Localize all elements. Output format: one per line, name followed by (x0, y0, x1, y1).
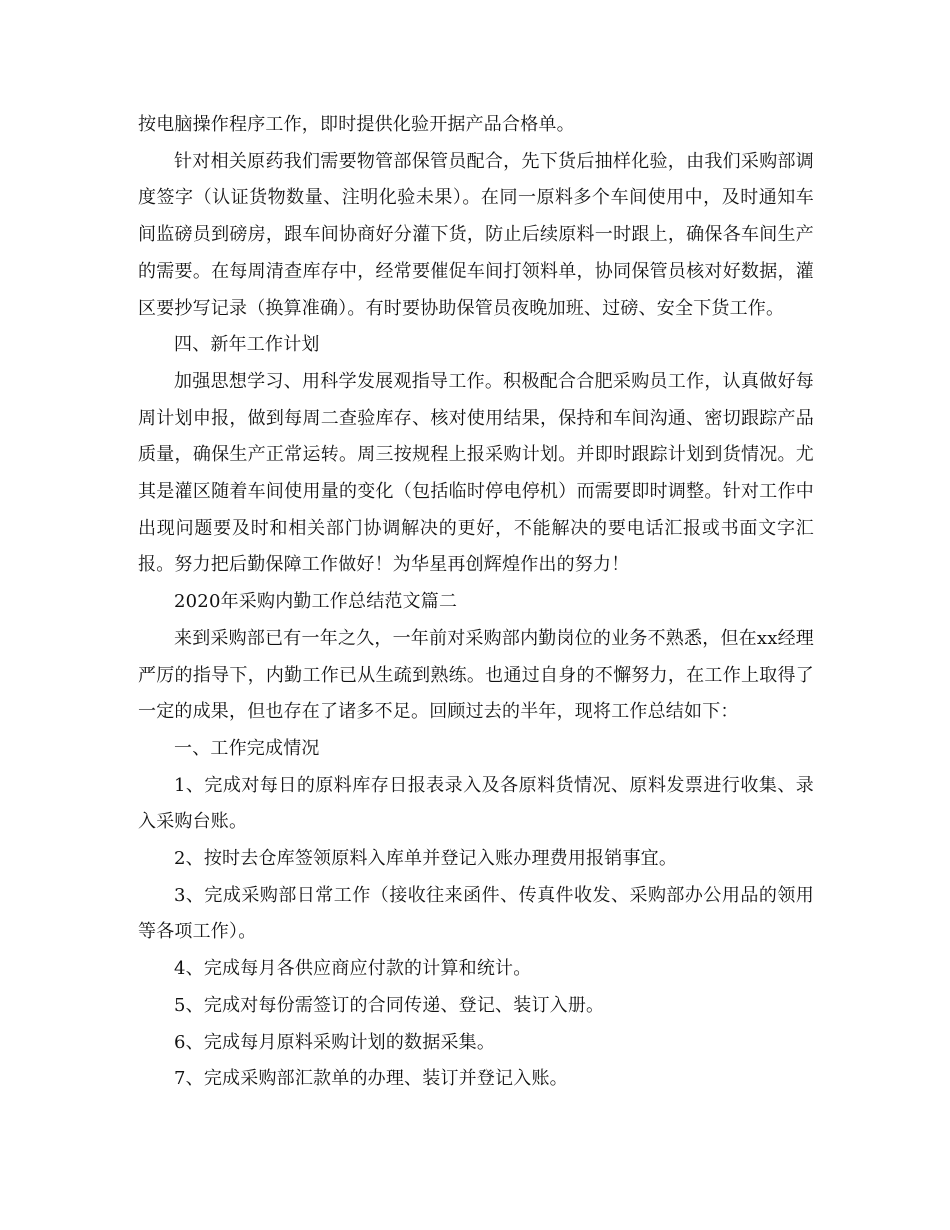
list-item: 5、完成对每份需签订的合同传递、登记、装订入册。 (174, 994, 605, 1016)
list-item: 1、完成对每日的原料库存日报表录入及各原料货情况、原料发票进行收集、录入采购台账。 (138, 774, 814, 833)
article-title: 2020年采购内勤工作总结范文篇二 (174, 591, 458, 613)
list-item: 2、按时去仓库签领原料入库单并登记入账办理费用报销事宜。 (174, 848, 678, 870)
paragraph: 来到采购部已有一年之久，一年前对采购部内勤岗位的业务不熟悉，但在xx经理严厉的指导下，内勤工作已从生疏到熟练。也通过自身的不懈努力，在工作上取得了一定的成果，但也存在了诸多不足。回顾过去的半年，现将工作总结如下： (138, 627, 814, 723)
section-heading: 一、工作完成情况 (174, 737, 320, 759)
list-item: 4、完成每月各供应商应付款的计算和统计。 (174, 958, 532, 980)
list-item: 7、完成采购部汇款单的办理、装订并登记入账。 (174, 1068, 568, 1090)
list-item: 6、完成每月原料采购计划的数据采集。 (174, 1031, 496, 1053)
list-item: 3、完成采购部日常工作（接收往来函件、传真件收发、采购部办公用品的领用等各项工作）。 (138, 884, 814, 943)
paragraph: 按电脑操作程序工作，即时提供化验开据产品合格单。 (138, 114, 575, 135)
section-heading: 四、新年工作计划 (174, 334, 320, 356)
document-body (138, 107, 814, 1098)
paragraph: 针对相关原药我们需要物管部保管员配合，先下货后抽样化验，由我们采购部调度签字（认证货物数量、注明化验未果）。在同一原料多个车间使用中，及时通知车间监磅员到磅房，跟车间协商好分灌下货，防止后续原料一时跟上，确保各车间生产的需要。在每周清查库存中，经常要催促车间打领料单，协同保管员核对好数据，灌区要抄写记录（换算准确）。有时要协助保管员夜晚加班、过磅、安全下货工作。 (138, 150, 814, 319)
paragraph: 加强思想学习、用科学发展观指导工作。积极配合合肥采购员工作，认真做好每周计划申报，做到每周二查验库存、核对使用结果，保持和车间沟通、密切跟踪产品质量，确保生产正常运转。周三按规程上报采购计划。并即时跟踪计划到货情况。尤其是灌区随着车间使用量的变化（包括临时停电停机）而需要即时调整。针对工作中出现问题要及时和相关部门协调解决的更好，不能解决的要电话汇报或书面文字汇报。努力把后勤保障工作做好！为华星再创辉煌作出的努力！ (138, 370, 814, 576)
